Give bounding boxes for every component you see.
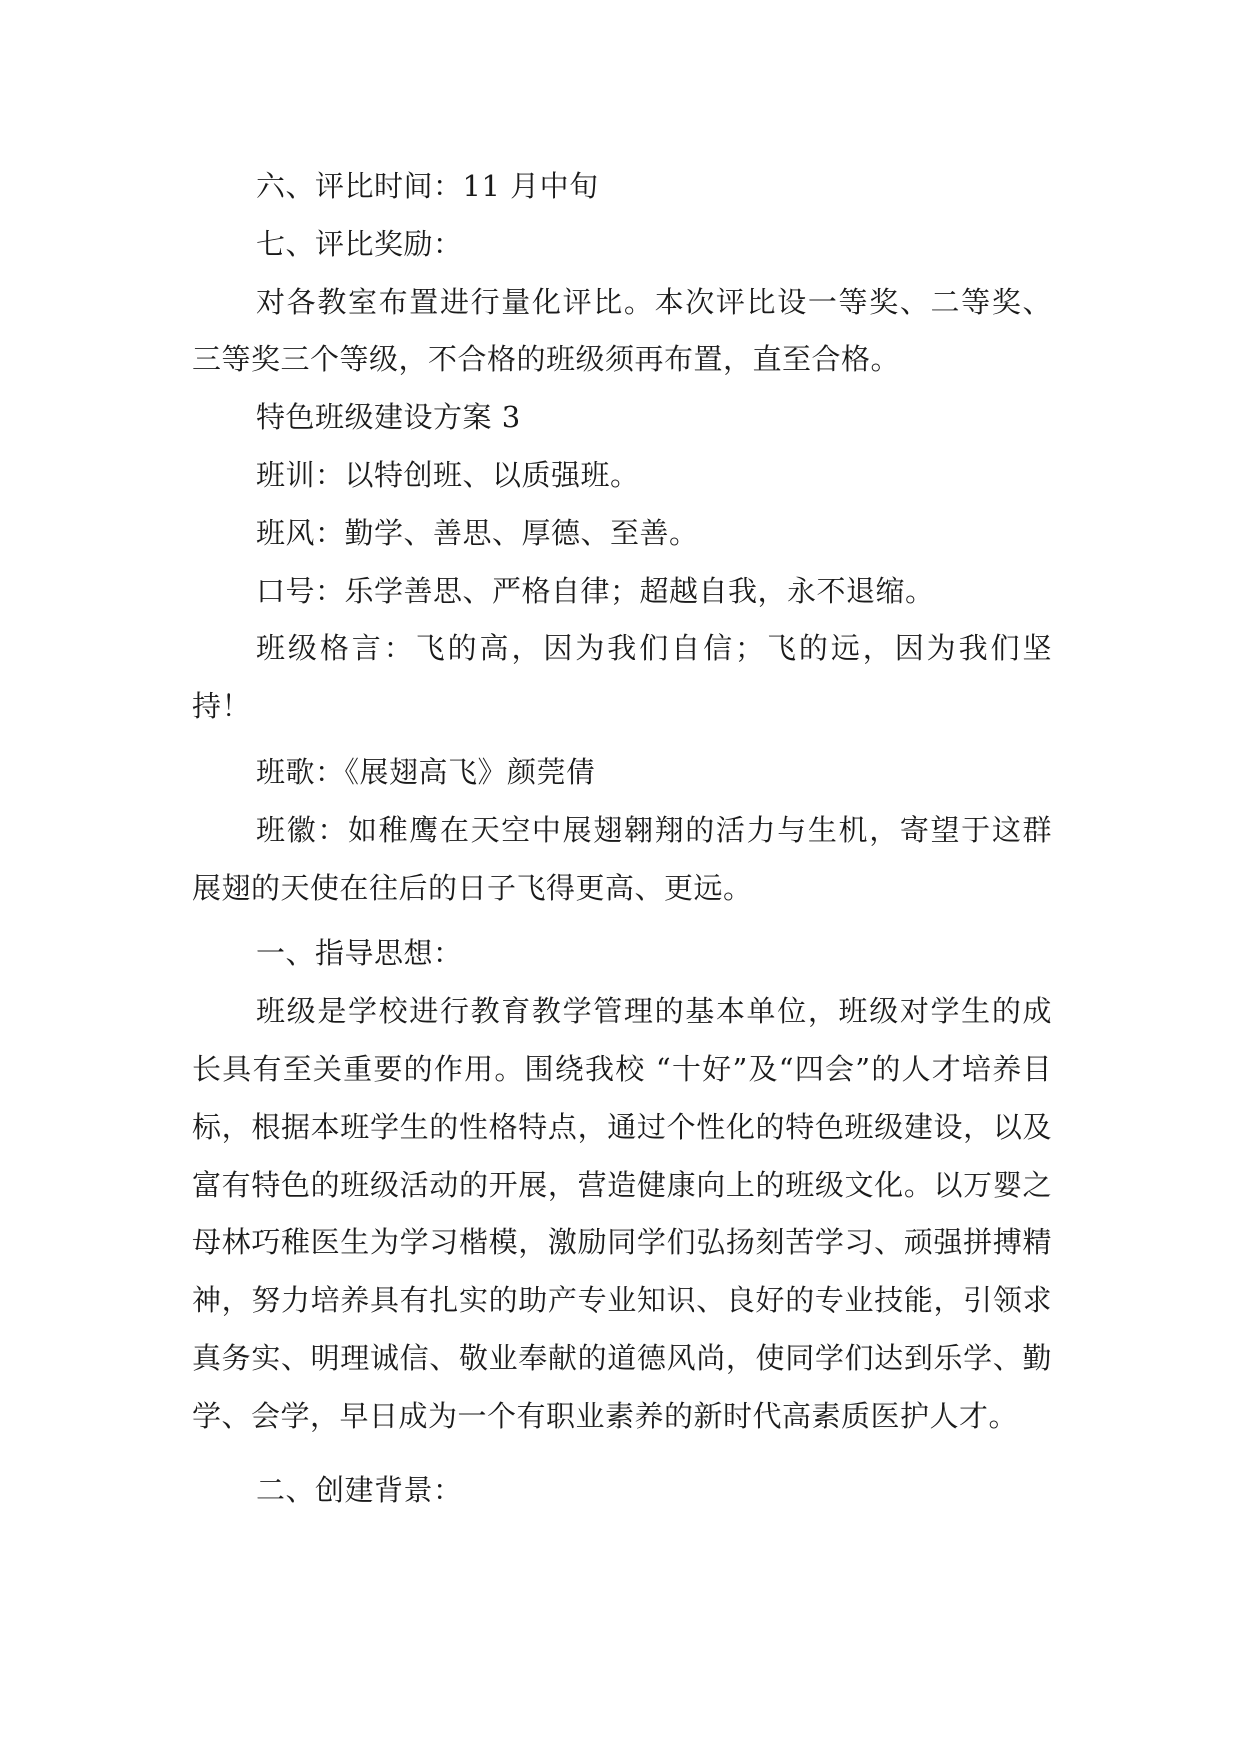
document-body [192,158,1052,1519]
class-maxim-paragraph: 班级格言：飞的高，因为我们自信；飞的远，因为我们坚持！ [192,631,1052,724]
paragraph-guiding-ideology: 班级是学校进行教育教学管理的基本单位，班级对学生的成长具有至关重要的作用。围绕我校 “十好”及“四会”的人才培养目标，根据本班学生的性格特点，通过个性化的特色班级建设，以及富有特色的班级活动的开展，营造健康向上的班级文化。以万婴之母林巧稚医生为学习楷模，激励同学们弘扬刻苦学习、顽强拼搏精神，努力培养具有扎实的助产专业知识、良好的专业技能，引领求真务实、明理诚信、敬业奉献的道德风尚，使同学们达到乐学、勤学、会学，早日成为一个有职业素养的新时代高素质医护人才。 [192,994,1052,1433]
class-motto-line: 班训：以特创班、以质强班。 [256,457,640,492]
class-slogan-line: 口号：乐学善思、严格自律；超越自我，永不退缩。 [256,573,935,608]
class-style-line: 班风：勤学、善思、厚德、至善。 [256,515,699,550]
section-heading-evaluation-rewards: 七、评比奖励： [256,226,463,261]
class-emblem-paragraph: 班徽：如稚鹰在天空中展翅翱翔的活力与生机，寄望于这群展翅的天使在往后的日子飞得更高、更远。 [192,812,1052,905]
section-heading-evaluation-time: 六、评比时间：11 月中旬 [256,169,599,203]
class-song-line: 班歌：《展翅高飞》颜莞倩 [256,754,596,789]
section-heading-background: 二、创建背景： [256,1472,463,1507]
section-heading-guiding-ideology: 一、指导思想： [256,936,463,971]
plan-title: 特色班级建设方案 3 [256,400,521,435]
paragraph-rewards-description: 对各教室布置进行量化评比。本次评比设一等奖、二等奖、三等奖三个等级，不合格的班级须再布置，直至合格。 [192,284,1052,377]
